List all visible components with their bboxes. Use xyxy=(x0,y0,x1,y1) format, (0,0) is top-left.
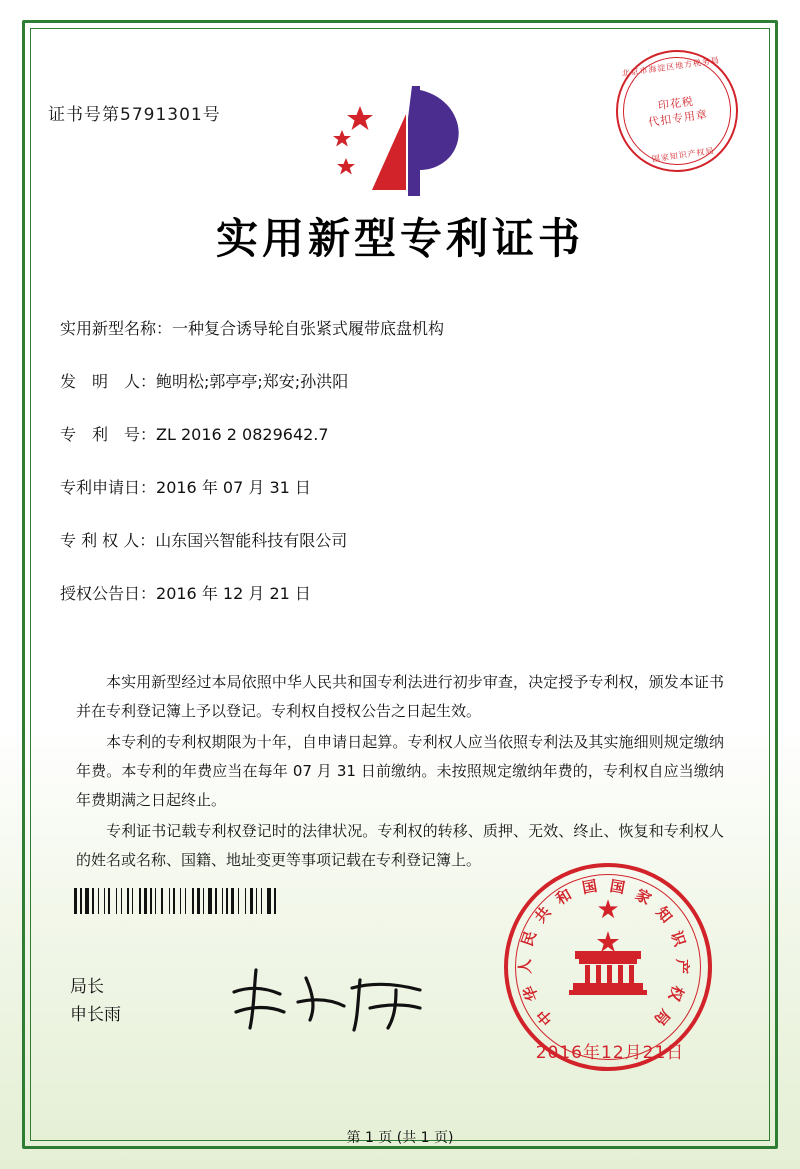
tax-stamp-center-line2: 代扣专用章 xyxy=(647,107,709,130)
seal-char: 产 xyxy=(672,958,692,975)
seal-date: 2016年12月21日 xyxy=(535,1043,685,1063)
seal-char: 中 xyxy=(533,1005,557,1029)
field-label: 发 明 人： xyxy=(60,372,157,391)
paragraph: 本专利的专利权期限为十年，自申请日起算。专利权人应当依照专利法及其实施细则规定缴纳年费。本专利的年费应当在每年 07 月 31 日前缴纳。未按照规定缴纳年费的，专利权自应当缴纳年费期满之日起终止。 xyxy=(76,733,724,809)
seal-char: 局 xyxy=(650,1005,674,1029)
field-value: 2016 年 07 月 31 日 xyxy=(156,478,311,497)
page-title: 实用新型专利证书 xyxy=(215,214,584,263)
seal-char: 识 xyxy=(666,929,689,950)
tax-stamp-arc-bottom: 国家知识产权局 xyxy=(651,146,716,164)
signature-block xyxy=(70,973,121,1029)
field-inventors xyxy=(60,369,730,392)
seal-char: 知 xyxy=(652,903,677,927)
seal-char: 华 xyxy=(519,983,542,1004)
field-value: ZL 2016 2 0829642.7 xyxy=(156,425,329,444)
barcode xyxy=(74,888,324,914)
field-utility-model-name xyxy=(60,316,730,339)
field-label: 授权公告日： xyxy=(60,584,157,603)
seal-char: 民 xyxy=(518,929,541,950)
field-grant-announcement-date xyxy=(60,581,730,604)
page-footer: 第 1 页 (共 1 页) xyxy=(346,1130,454,1146)
field-value: 鲍明松;郭亭亭;郑安;孙洪阳 xyxy=(156,372,349,391)
national-emblem-icon xyxy=(565,929,651,995)
signature-name: 申长雨 xyxy=(70,1005,121,1025)
seal-char: 家 xyxy=(632,885,655,909)
tax-stamp xyxy=(608,42,746,180)
field-label: 专 利 号： xyxy=(60,425,157,444)
legal-text xyxy=(76,668,724,877)
seal-char: 国 xyxy=(580,877,599,898)
seal-char: 人 xyxy=(515,958,535,975)
field-application-date xyxy=(60,475,730,498)
tax-stamp-center-line1: 印花税 xyxy=(657,94,695,113)
field-value: 2016 年 12 月 21 日 xyxy=(156,584,311,603)
field-value: 山东国兴智能科技有限公司 xyxy=(155,531,348,550)
paragraph: 本实用新型经过本局依照中华人民共和国专利法进行初步审查，决定授予专利权，颁发本证书并在专利登记簿上予以登记。专利权自授权公告之日起生效。 xyxy=(76,673,724,720)
paragraph: 专利证书记载专利权登记时的法律状况。专利权的转移、质押、无效、终止、恢复和专利权人的姓名或名称、国籍、地址变更等事项记载在专利登记簿上。 xyxy=(76,822,724,869)
field-label: 专 利 权 人： xyxy=(60,531,156,550)
seal-char: 权 xyxy=(665,983,688,1004)
field-label: 实用新型名称： xyxy=(60,319,173,338)
seal-char: 共 xyxy=(530,903,555,927)
cnipa-logo-icon xyxy=(320,78,470,198)
seal-char: 和 xyxy=(552,885,575,909)
signature-role: 局长 xyxy=(70,977,104,997)
certificate-number: 证书号第5791301号 xyxy=(48,105,221,125)
star-icon: ★ xyxy=(596,895,620,925)
field-patent-number xyxy=(60,422,730,445)
field-label: 专利申请日： xyxy=(60,478,157,497)
certificate-content xyxy=(30,28,770,1141)
tax-stamp-arc-top: 北京市海淀区地方税务局 xyxy=(621,55,721,79)
field-value: 一种复合诱导轮自张紧式履带底盘机构 xyxy=(172,319,445,338)
fields-list xyxy=(60,316,730,634)
field-patentee xyxy=(60,528,730,551)
seal-char: 国 xyxy=(608,877,627,898)
handwritten-signature xyxy=(220,958,450,1038)
